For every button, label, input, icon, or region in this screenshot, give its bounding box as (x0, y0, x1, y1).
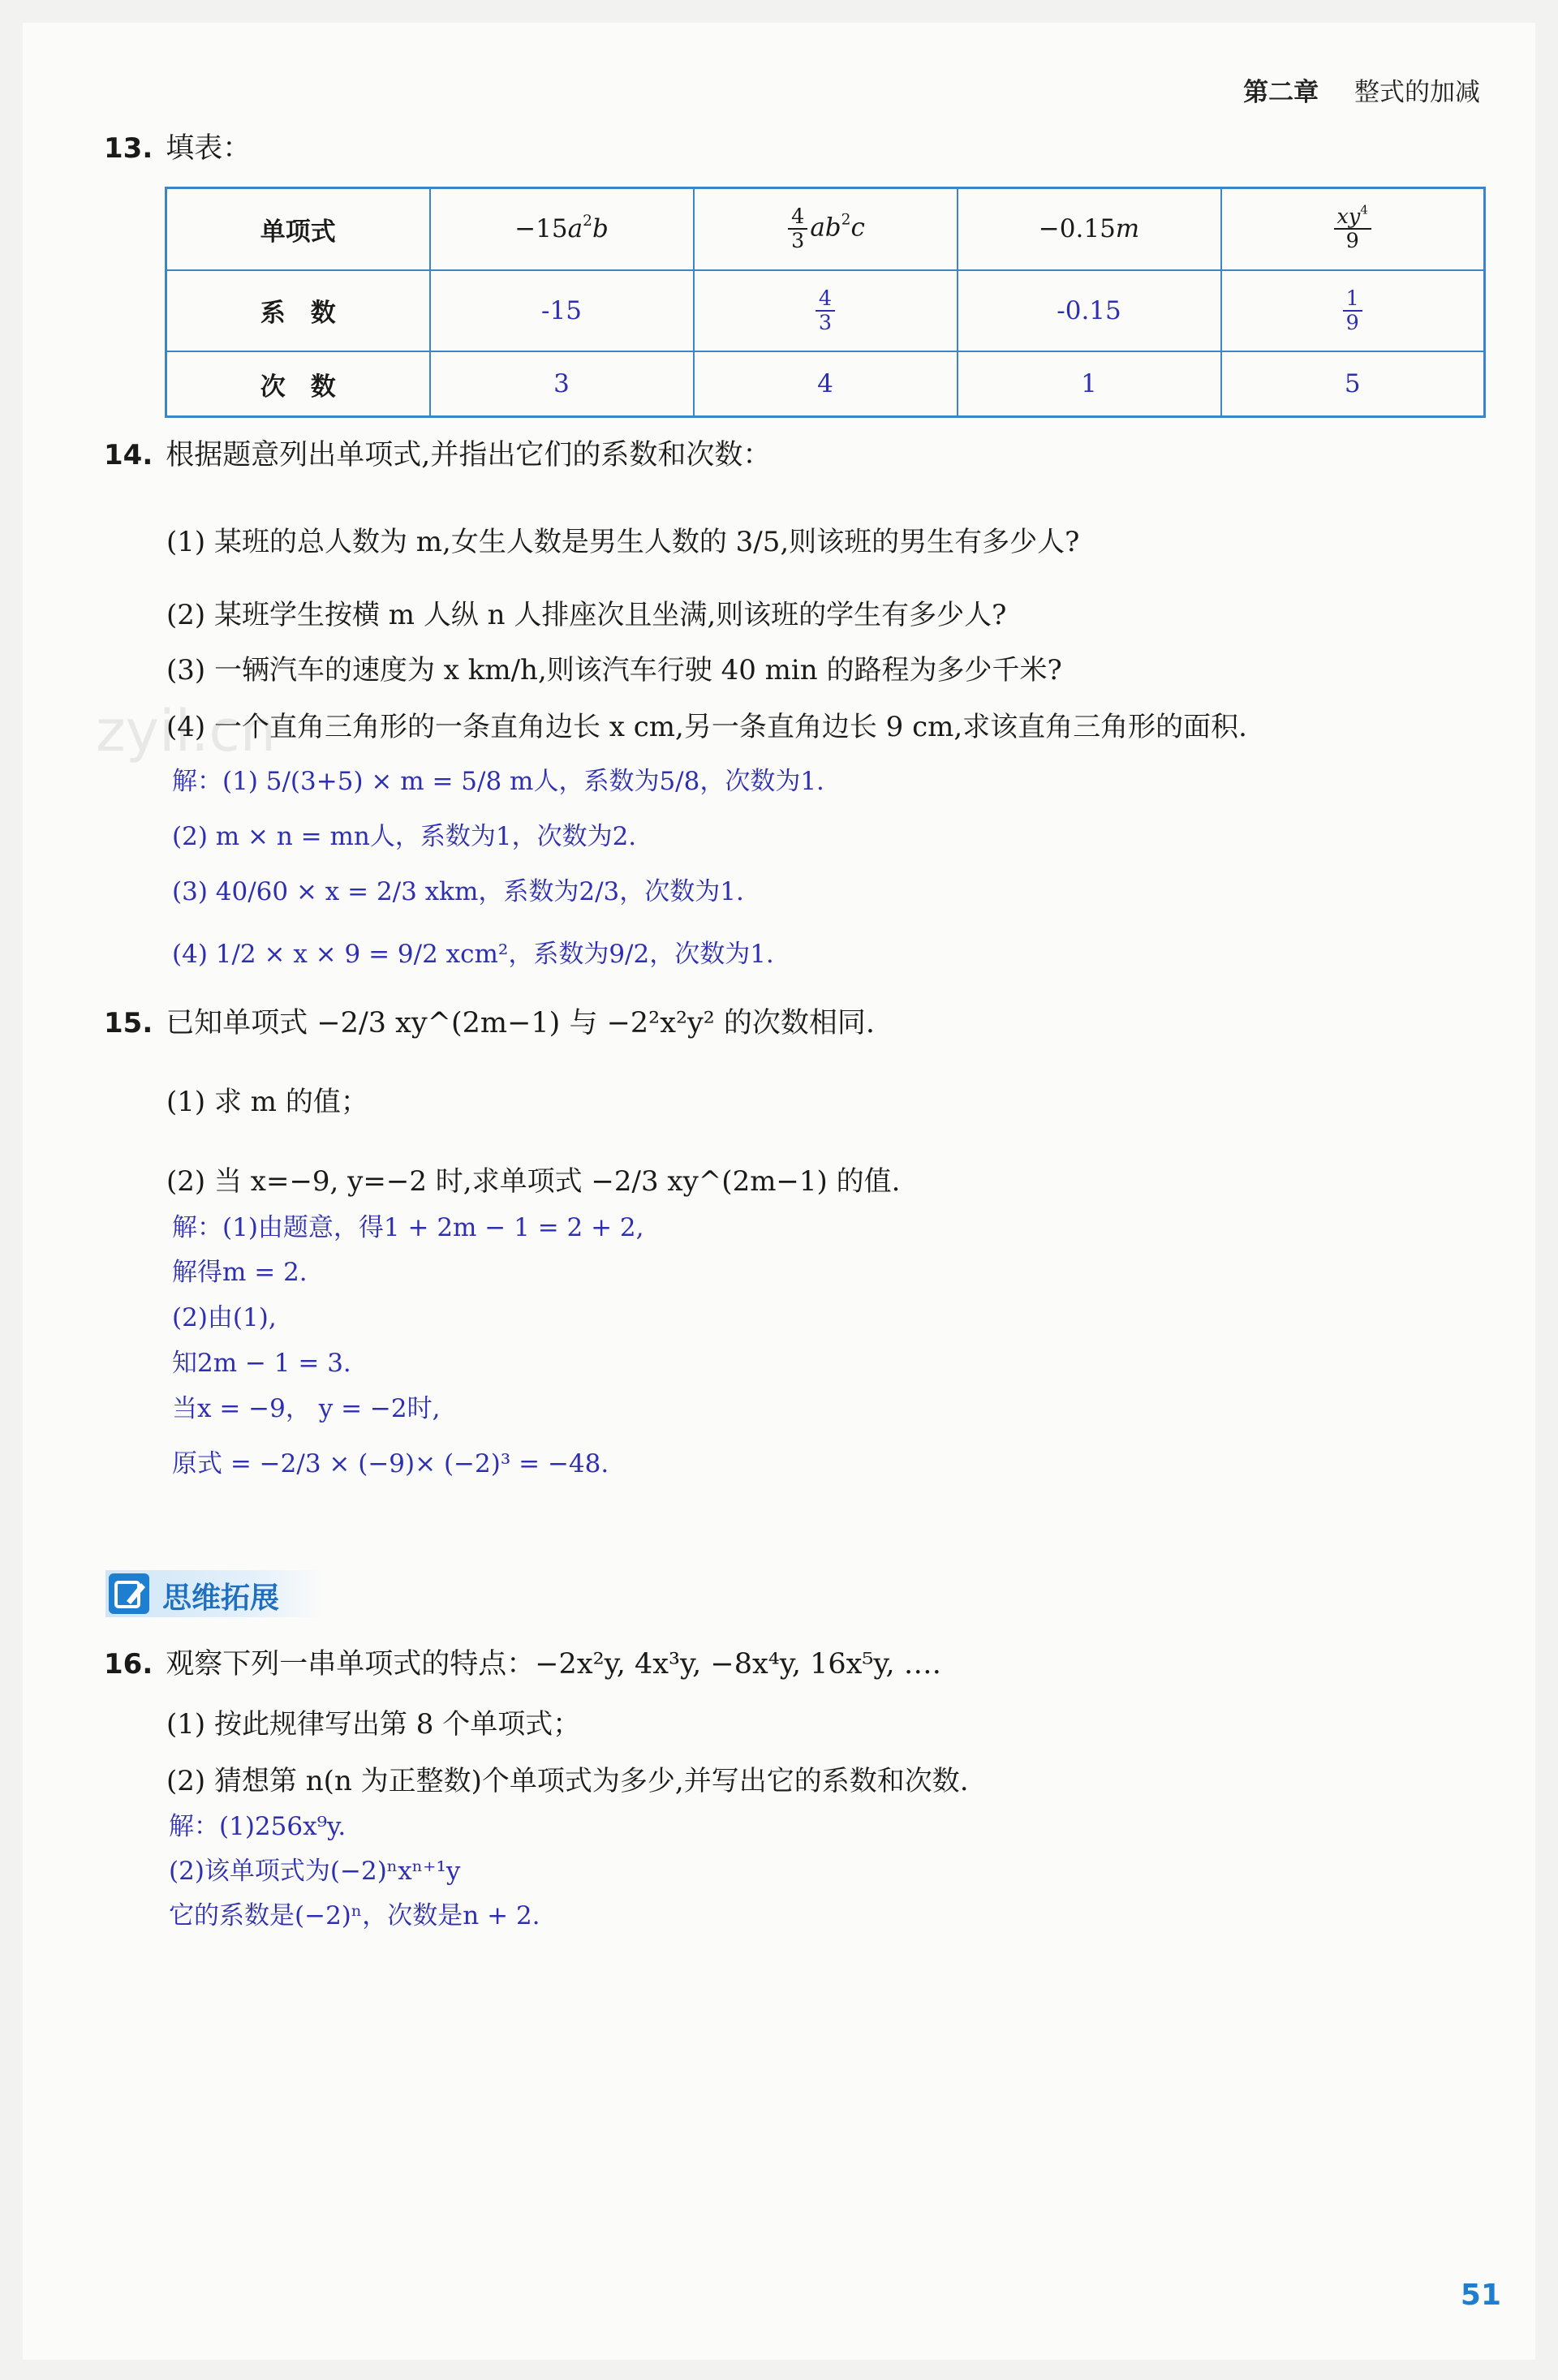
answer-line: 原式 = −2/3 × (−9)× (−2)³ = −48. (172, 1449, 609, 1478)
question-16 (104, 1647, 941, 1681)
row-label: 系 数 (166, 270, 430, 351)
question-number: 15. (104, 1007, 153, 1039)
coefficient-cell: $\frac{4}{3}$ (694, 270, 958, 351)
running-header (1243, 71, 1480, 108)
sub-question-1: (1) 按此规律写出第 8 个单项式； (166, 1708, 581, 1741)
sub-question-4: (4) 一个直角三角形的一条直角边长 x cm,另一条直角边长 9 cm,求该直角三角形的面积. (166, 711, 1247, 743)
coefficient-cell: -15 (430, 270, 694, 351)
fill-in-table (165, 187, 1486, 418)
answer-line: (4) 1/2 × x × 9 = 9/2 xcm²，系数为9/2，次数为1. (172, 940, 774, 969)
answer-line: (2)由(1), (172, 1303, 277, 1332)
answer-line: 解：(1)由题意，得1 + 2m − 1 = 2 + 2, (172, 1213, 644, 1242)
monomial-cell: $\frac{4}{3}$ $ab^2c$ (694, 188, 958, 270)
answer-line: 解得m = 2. (172, 1258, 308, 1287)
answer-line: 解：(1) 5/(3+5) × m = 5/8 m人，系数为5/8，次数为1. (172, 767, 824, 796)
watermark: zyil.cn (96, 698, 277, 764)
chapter-label: 第二章 (1243, 78, 1319, 107)
row-label: 单项式 (166, 188, 430, 270)
degree-cell: 5 (1221, 351, 1485, 416)
page-number: 51 (1460, 2279, 1501, 2312)
coefficient-cell: -0.15 (958, 270, 1221, 351)
answer-line: (2)该单项式为(−2)ⁿxⁿ⁺¹y (169, 1857, 461, 1886)
sub-question-3: (3) 一辆汽车的速度为 x km/h,则该汽车行驶 40 min 的路程为多少千米? (166, 654, 1062, 686)
monomial-cell: $\frac{xy^4}{9}$ (1221, 188, 1485, 270)
answer-line: 它的系数是(−2)ⁿ，次数是n + 2. (169, 1901, 540, 1930)
monomial-cell: −0.15m (958, 188, 1221, 270)
question-14 (104, 438, 771, 472)
answer-line: (2) m × n = mn人，系数为1，次数为2. (172, 822, 637, 851)
question-text: 观察下列一串单项式的特点：−2x²y, 4x³y, −8x⁴y, 16x⁵y, …. (166, 1648, 941, 1681)
question-number: 14. (104, 439, 153, 471)
question-text: 填表： (166, 132, 252, 165)
monomial-cell: $-15a^2b$ (430, 188, 694, 270)
question-number: 16. (104, 1648, 153, 1681)
table-row-monomial (166, 188, 1485, 270)
row-label: 次 数 (166, 351, 430, 416)
answer-line: 解：(1)256x⁹y. (169, 1812, 346, 1841)
sub-question-1: (1) 求 m 的值； (166, 1086, 368, 1118)
sub-question-2: (2) 当 x=−9, y=−2 时,求单项式 −2/3 xy^(2m−1) 的值. (166, 1165, 901, 1198)
sub-question-2: (2) 猜想第 n(n 为正整数)个单项式为多少,并写出它的系数和次数. (166, 1765, 969, 1797)
sub-question-2: (2) 某班学生按横 m 人纵 n 人排座次且坐满,则该班的学生有多少人? (166, 599, 1007, 631)
degree-cell: 3 (430, 351, 694, 416)
chapter-title: 整式的加减 (1354, 78, 1480, 107)
table-row-degree (166, 351, 1485, 416)
sub-question-1: (1) 某班的总人数为 m,女生人数是男生人数的 3/5,则该班的男生有多少人? (166, 526, 1080, 558)
answer-line: 当x = −9， y = −2时, (172, 1394, 441, 1423)
question-text: 根据题意列出单项式,并指出它们的系数和次数： (166, 439, 772, 471)
section-banner (105, 1570, 325, 1617)
coefficient-cell: $\frac{1}{9}$ (1221, 270, 1485, 351)
question-13 (104, 131, 251, 166)
pencil-book-icon (109, 1573, 149, 1614)
answer-line: (3) 40/60 × x = 2/3 xkm，系数为2/3，次数为1. (172, 877, 744, 906)
question-number: 13. (104, 132, 153, 165)
degree-cell: 1 (958, 351, 1221, 416)
table-row-coefficient (166, 270, 1485, 351)
question-text: 已知单项式 −2/3 xy^(2m−1) 与 −2²x²y² 的次数相同. (166, 1007, 876, 1039)
section-title: 思维拓展 (162, 1582, 280, 1615)
degree-cell: 4 (694, 351, 958, 416)
question-15 (104, 1006, 875, 1040)
answer-line: 知2m − 1 = 3. (172, 1349, 351, 1378)
